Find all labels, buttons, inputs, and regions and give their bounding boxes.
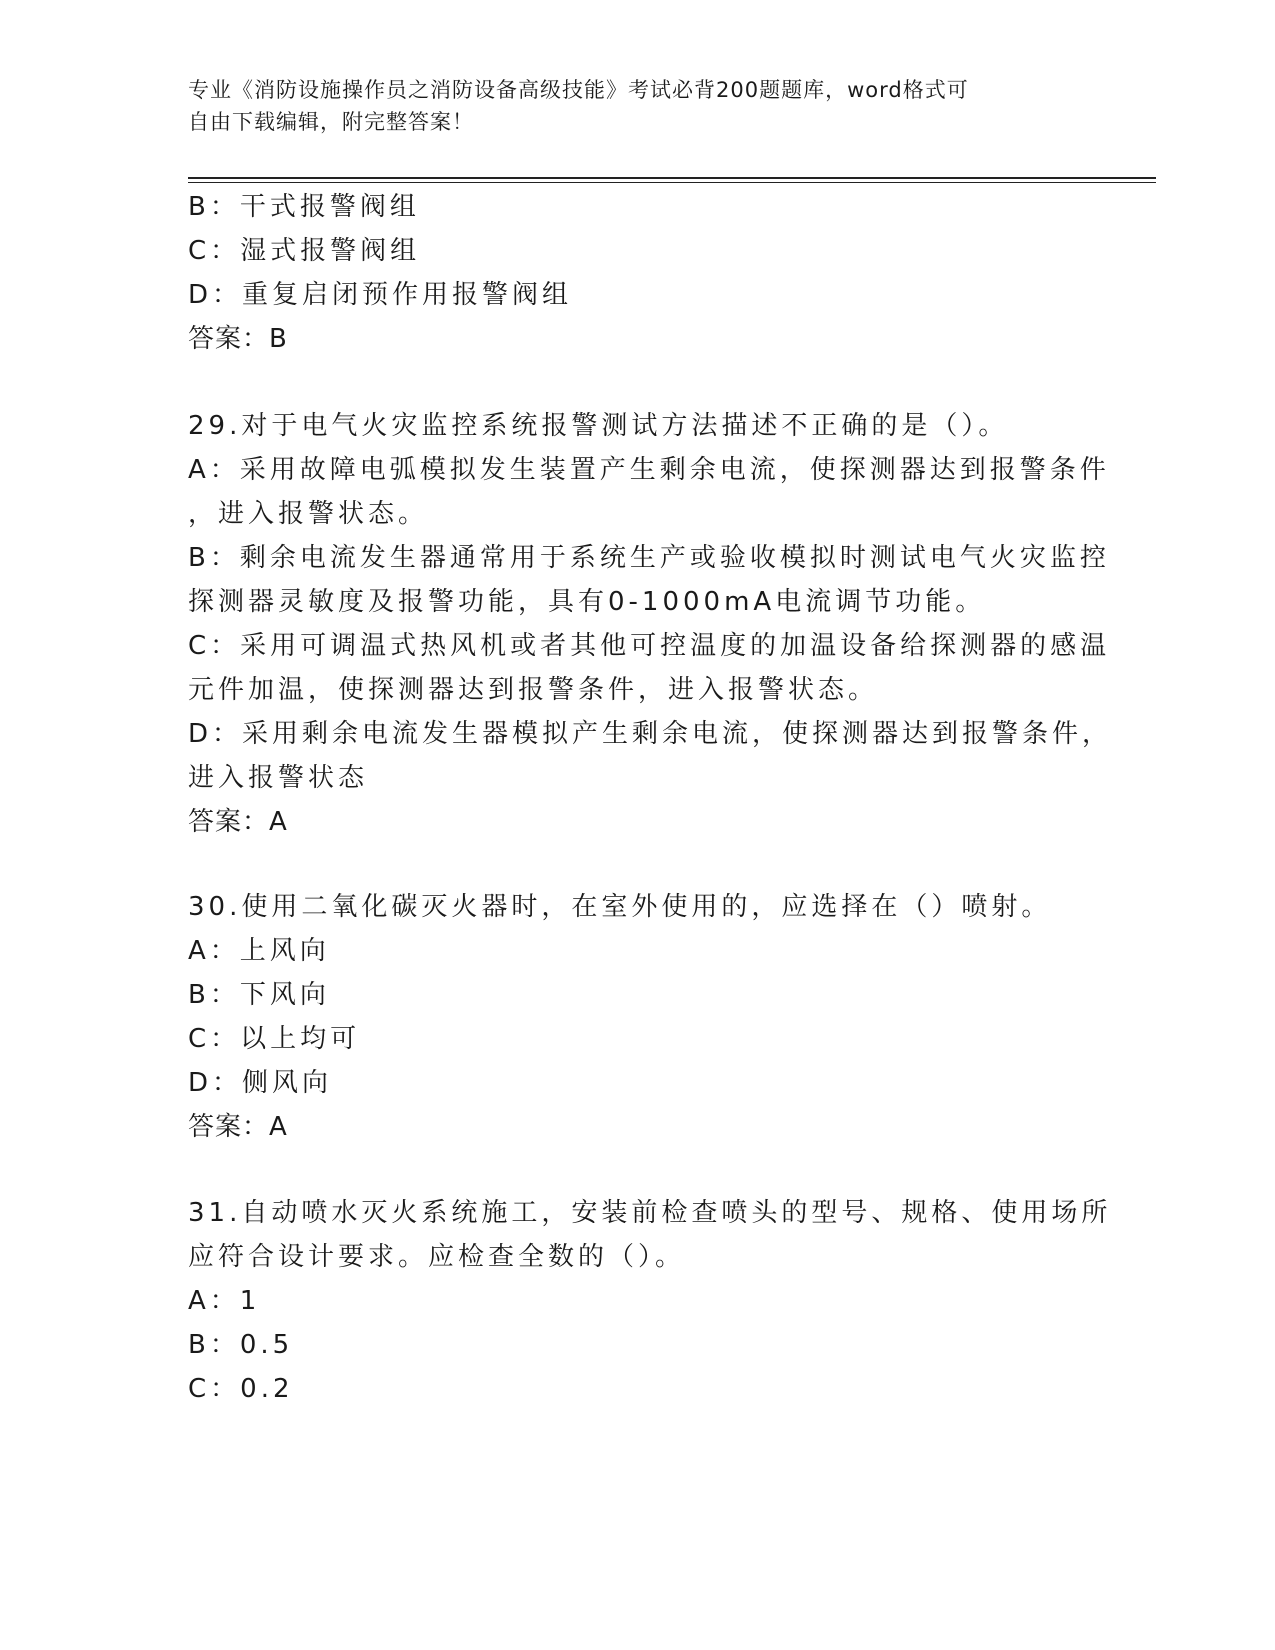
q30-stem: 30.使用二氧化碳灭火器时，在室外使用的，应选择在（）喷射。 bbox=[188, 892, 1052, 922]
q30-option-c: C：以上均可 bbox=[188, 1024, 361, 1054]
q30-option-a: A：上风向 bbox=[188, 936, 330, 966]
q29-stem: 29.对于电气火灾监控系统报警测试方法描述不正确的是（）。 bbox=[188, 411, 1009, 441]
q30-option-d: D：侧风向 bbox=[188, 1068, 333, 1098]
q31-stem-line-1: 31.自动喷水灭火系统施工，安装前检查喷头的型号、规格、使用场所 bbox=[188, 1198, 1112, 1228]
q28-answer: 答案：B bbox=[188, 324, 288, 354]
q31-option-a: A：1 bbox=[188, 1286, 261, 1316]
header-divider bbox=[188, 177, 1156, 179]
q29-option-b-line-1: B：剩余电流发生器通常用于系统生产或验收模拟时测试电气火灾监控 bbox=[188, 543, 1110, 573]
header-line-2: 自由下载编辑，附完整答案！ bbox=[188, 110, 474, 134]
q28-option-c: C：湿式报警阀组 bbox=[188, 236, 421, 266]
document-header bbox=[188, 74, 1068, 138]
q31-stem-line-2: 应符合设计要求。应检查全数的（）。 bbox=[188, 1242, 686, 1272]
q31-option-b: B：0.5 bbox=[188, 1330, 294, 1360]
q29-option-a-line-1: A：采用故障电弧模拟发生装置产生剩余电流，使探测器达到报警条件 bbox=[188, 455, 1110, 485]
header-line-1: 专业《消防设施操作员之消防设备高级技能》考试必背200题题库，word格式可 bbox=[188, 78, 969, 102]
q29-option-d-line-1: D：采用剩余电流发生器模拟产生剩余电流，使探测器达到报警条件， bbox=[188, 719, 1113, 749]
q31-option-c: C：0.2 bbox=[188, 1374, 294, 1404]
q29-option-c-line-1: C：采用可调温式热风机或者其他可控温度的加温设备给探测器的感温 bbox=[188, 631, 1111, 661]
q30-answer: 答案：A bbox=[188, 1112, 288, 1142]
q29-option-a-line-2: ，进入报警状态。 bbox=[188, 499, 429, 529]
q29-option-c-line-2: 元件加温，使探测器达到报警条件，进入报警状态。 bbox=[188, 675, 879, 705]
q29-option-b-line-2: 探测器灵敏度及报警功能，具有0-1000mA电流调节功能。 bbox=[188, 587, 986, 617]
q28-option-d: D：重复启闭预作用报警阀组 bbox=[188, 280, 573, 310]
header-divider-thin bbox=[188, 182, 1156, 183]
q30-option-b: B：下风向 bbox=[188, 980, 330, 1010]
q28-option-b: B：干式报警阀组 bbox=[188, 192, 420, 222]
q29-option-d-line-2: 进入报警状态 bbox=[188, 763, 369, 793]
q29-answer: 答案：A bbox=[188, 807, 288, 837]
